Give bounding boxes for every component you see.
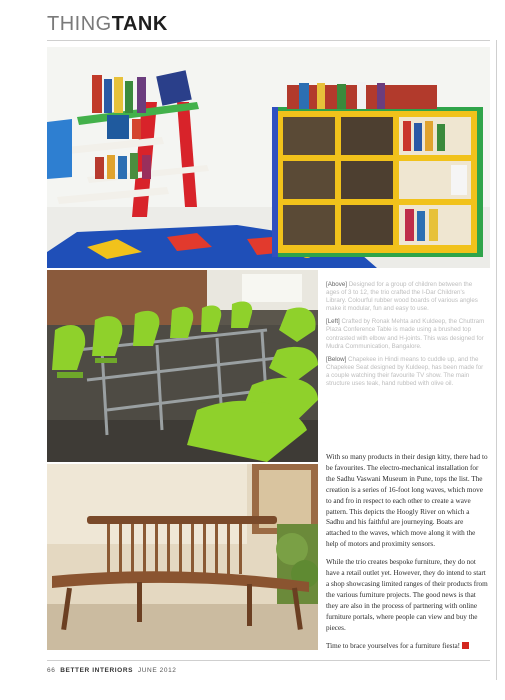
- conference-illustration: [47, 270, 318, 462]
- page-number: 66: [47, 667, 56, 674]
- article-paragraph: While the trio creates bespoke furniture, they do not have a retail outlet yet. However, they do intend to start a shop showcasing limited ranges of their products from the various furniture projects. The good news is that they are also in the process of partnering with online furniture portals, where people can view and buy the pieces.: [326, 558, 488, 632]
- caption-below: [326, 356, 486, 388]
- conference-table-photo: [47, 270, 318, 462]
- bench-illustration: [47, 464, 318, 650]
- closing-text: Time to brace yourselves for a furniture fiesta!: [326, 641, 461, 650]
- section-tag-bold: TANK: [111, 13, 168, 35]
- caption-text: Designed for a group of children between the ages of 3 to 12, the trio crafted the I-Dar Children's Library. Colourful rubber wood boards of various angles make it modular, fun and easy to use.: [326, 281, 478, 313]
- caption-label: [Above]: [326, 281, 347, 288]
- bench-photo: [47, 464, 318, 650]
- section-tag-light: THING: [47, 13, 112, 35]
- caption-above: [326, 281, 486, 313]
- caption-label: [Left]: [326, 318, 340, 326]
- article-body: [326, 452, 488, 658]
- page-footer: [47, 667, 177, 674]
- library-illustration: [47, 47, 490, 268]
- right-rule: [496, 40, 497, 680]
- cube-shelf: [272, 82, 483, 257]
- magazine-name: BETTER INTERIORS: [60, 667, 134, 674]
- top-rule: [47, 40, 490, 41]
- caption-text: Crafted by Ronak Mehta and Kuldeep, the Chuttram Plaza Conference Table is made using a brushed top contrasted with elbow and H-joints. This was designed for Mudra Communication, Bangalore.: [326, 318, 485, 350]
- article-paragraph: With so many products in their design kitty, there had to be favourites. The electro-mechanical installation for the Sadhu Vaswani Museum in Pune, tops the list. The creation is a series of 16-foot long waves, which move to and fro in respect to each other to create a wave pattern. This depicts the Hoogly River on which a Sadhu and his faithful are journeying. Boats are attached to the waves, which move along it with the help of motors and proximity sensors.: [326, 453, 488, 549]
- photo-captions: [326, 281, 486, 393]
- section-tag: [47, 12, 168, 36]
- article-closing: [326, 641, 488, 652]
- caption-text: Chapekee in Hindi means to cuddle up, and the Chapekee Seat designed by Kuldeep, has been made for a couple watching their favourite TV show. The main structure uses teak, hand rubbed with olive oil.: [326, 355, 484, 388]
- caption-left: [326, 318, 486, 350]
- caption-label: [Below]: [326, 355, 347, 363]
- bottom-rule: [47, 660, 490, 661]
- end-mark-icon: [462, 642, 469, 649]
- issue-date: JUNE 2012: [137, 667, 177, 674]
- library-photo: [47, 47, 490, 268]
